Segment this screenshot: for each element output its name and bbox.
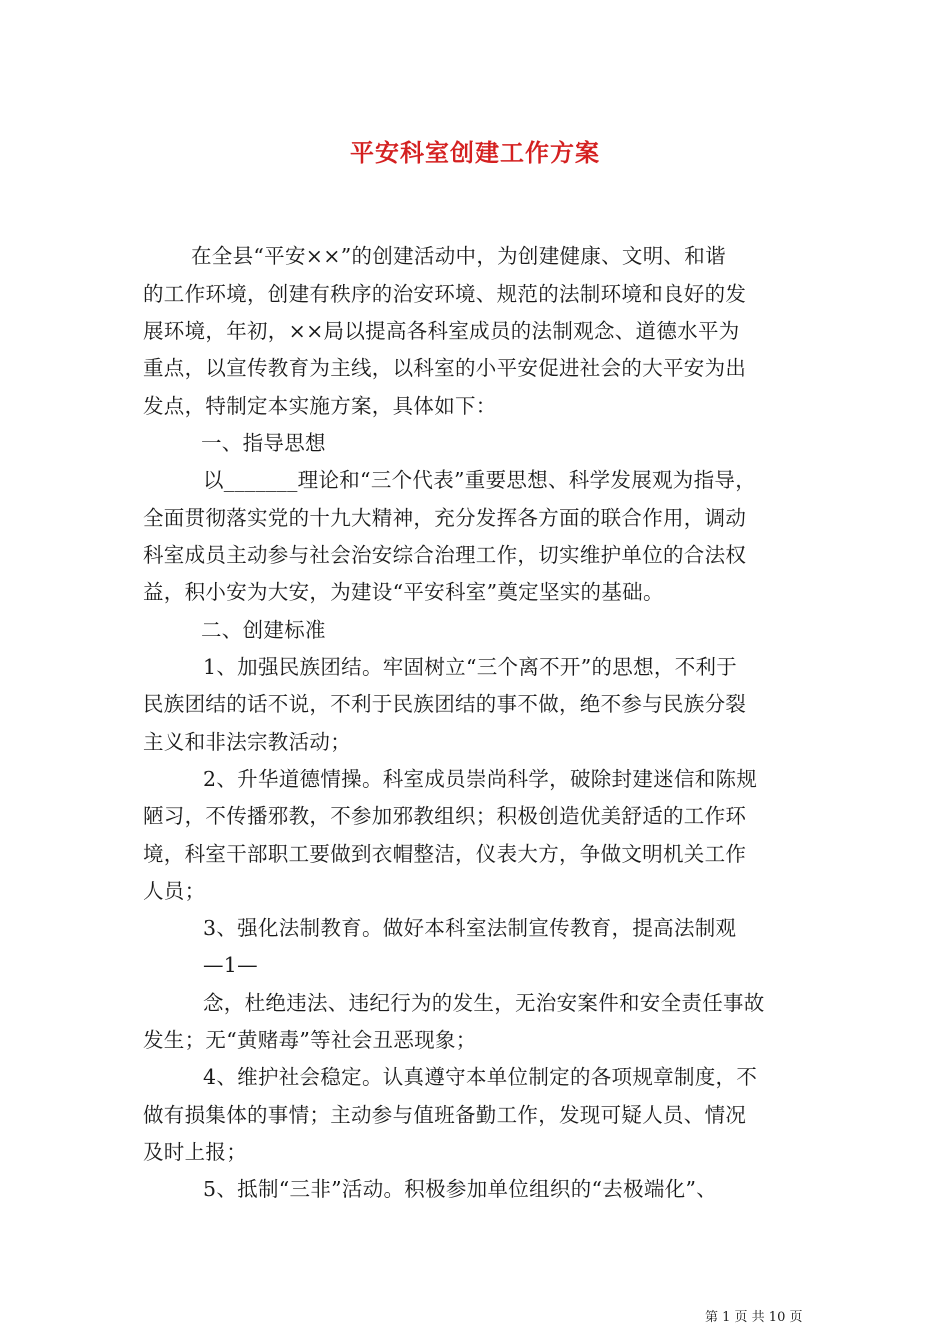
body-line: 重点，以宣传教育为主线，以科室的小平安促进社会的大平安为出 xyxy=(143,356,747,380)
body-line: 主义和非法宗教活动； xyxy=(143,730,351,754)
body-line: 发点，特制定本实施方案，具体如下： xyxy=(143,394,497,418)
body-line: 境，科室干部职工要做到衣帽整洁，仪表大方，争做文明机关工作 xyxy=(143,842,747,866)
page-footer: 第 1 页 共 10 页 xyxy=(705,1310,803,1325)
section-heading: 一、指导思想 xyxy=(201,431,326,455)
body-line: 人员； xyxy=(143,879,206,903)
body-line: 以_______理论和“三个代表”重要思想、科学发展观为指导， xyxy=(203,468,757,492)
section-heading: 二、创建标准 xyxy=(201,618,326,642)
page-number-inline: —1— xyxy=(203,953,258,977)
body-line: 发生；无“黄赌毒”等社会丑恶现象； xyxy=(143,1028,477,1052)
body-line: 4、维护社会稳定。认真遵守本单位制定的各项规章制度，不 xyxy=(203,1065,758,1089)
body-line: 在全县“平安××”的创建活动中，为创建健康、文明、和谐 xyxy=(191,244,726,268)
body-line: 全面贯彻落实党的十九大精神，充分发挥各方面的联合作用，调动 xyxy=(143,506,747,530)
body-line: 的工作环境，创建有秩序的治安环境、规范的法制环境和良好的发 xyxy=(143,282,747,306)
body-line: 科室成员主动参与社会治安综合治理工作，切实维护单位的合法权 xyxy=(143,543,747,567)
body-line: 陋习，不传播邪教，不参加邪教组织；积极创造优美舒适的工作环 xyxy=(143,804,747,828)
body-line: 1、加强民族团结。牢固树立“三个离不开”的思想，不利于 xyxy=(203,655,738,679)
body-line: 及时上报； xyxy=(143,1140,247,1164)
document-title: 平安科室创建工作方案 xyxy=(350,138,600,167)
body-line: 2、升华道德情操。科室成员崇尚科学，破除封建迷信和陈规 xyxy=(203,767,758,791)
body-line: 益，积小安为大安，为建设“平安科室”奠定坚实的基础。 xyxy=(143,580,664,604)
body-line: 3、强化法制教育。做好本科室法制宣传教育，提高法制观 xyxy=(203,916,737,940)
body-line: 念，杜绝违法、违纪行为的发生，无治安案件和安全责任事故 xyxy=(203,991,765,1015)
body-line: 民族团结的话不说，不利于民族团结的事不做，绝不参与民族分裂 xyxy=(143,692,747,716)
body-line: 做有损集体的事情；主动参与值班备勤工作，发现可疑人员、情况 xyxy=(143,1103,747,1127)
body-line: 展环境，年初，××局以提高各科室成员的法制观念、道德水平为 xyxy=(143,319,740,343)
body-line: 5、抵制“三非”活动。积极参加单位组织的“去极端化”、 xyxy=(203,1177,718,1201)
